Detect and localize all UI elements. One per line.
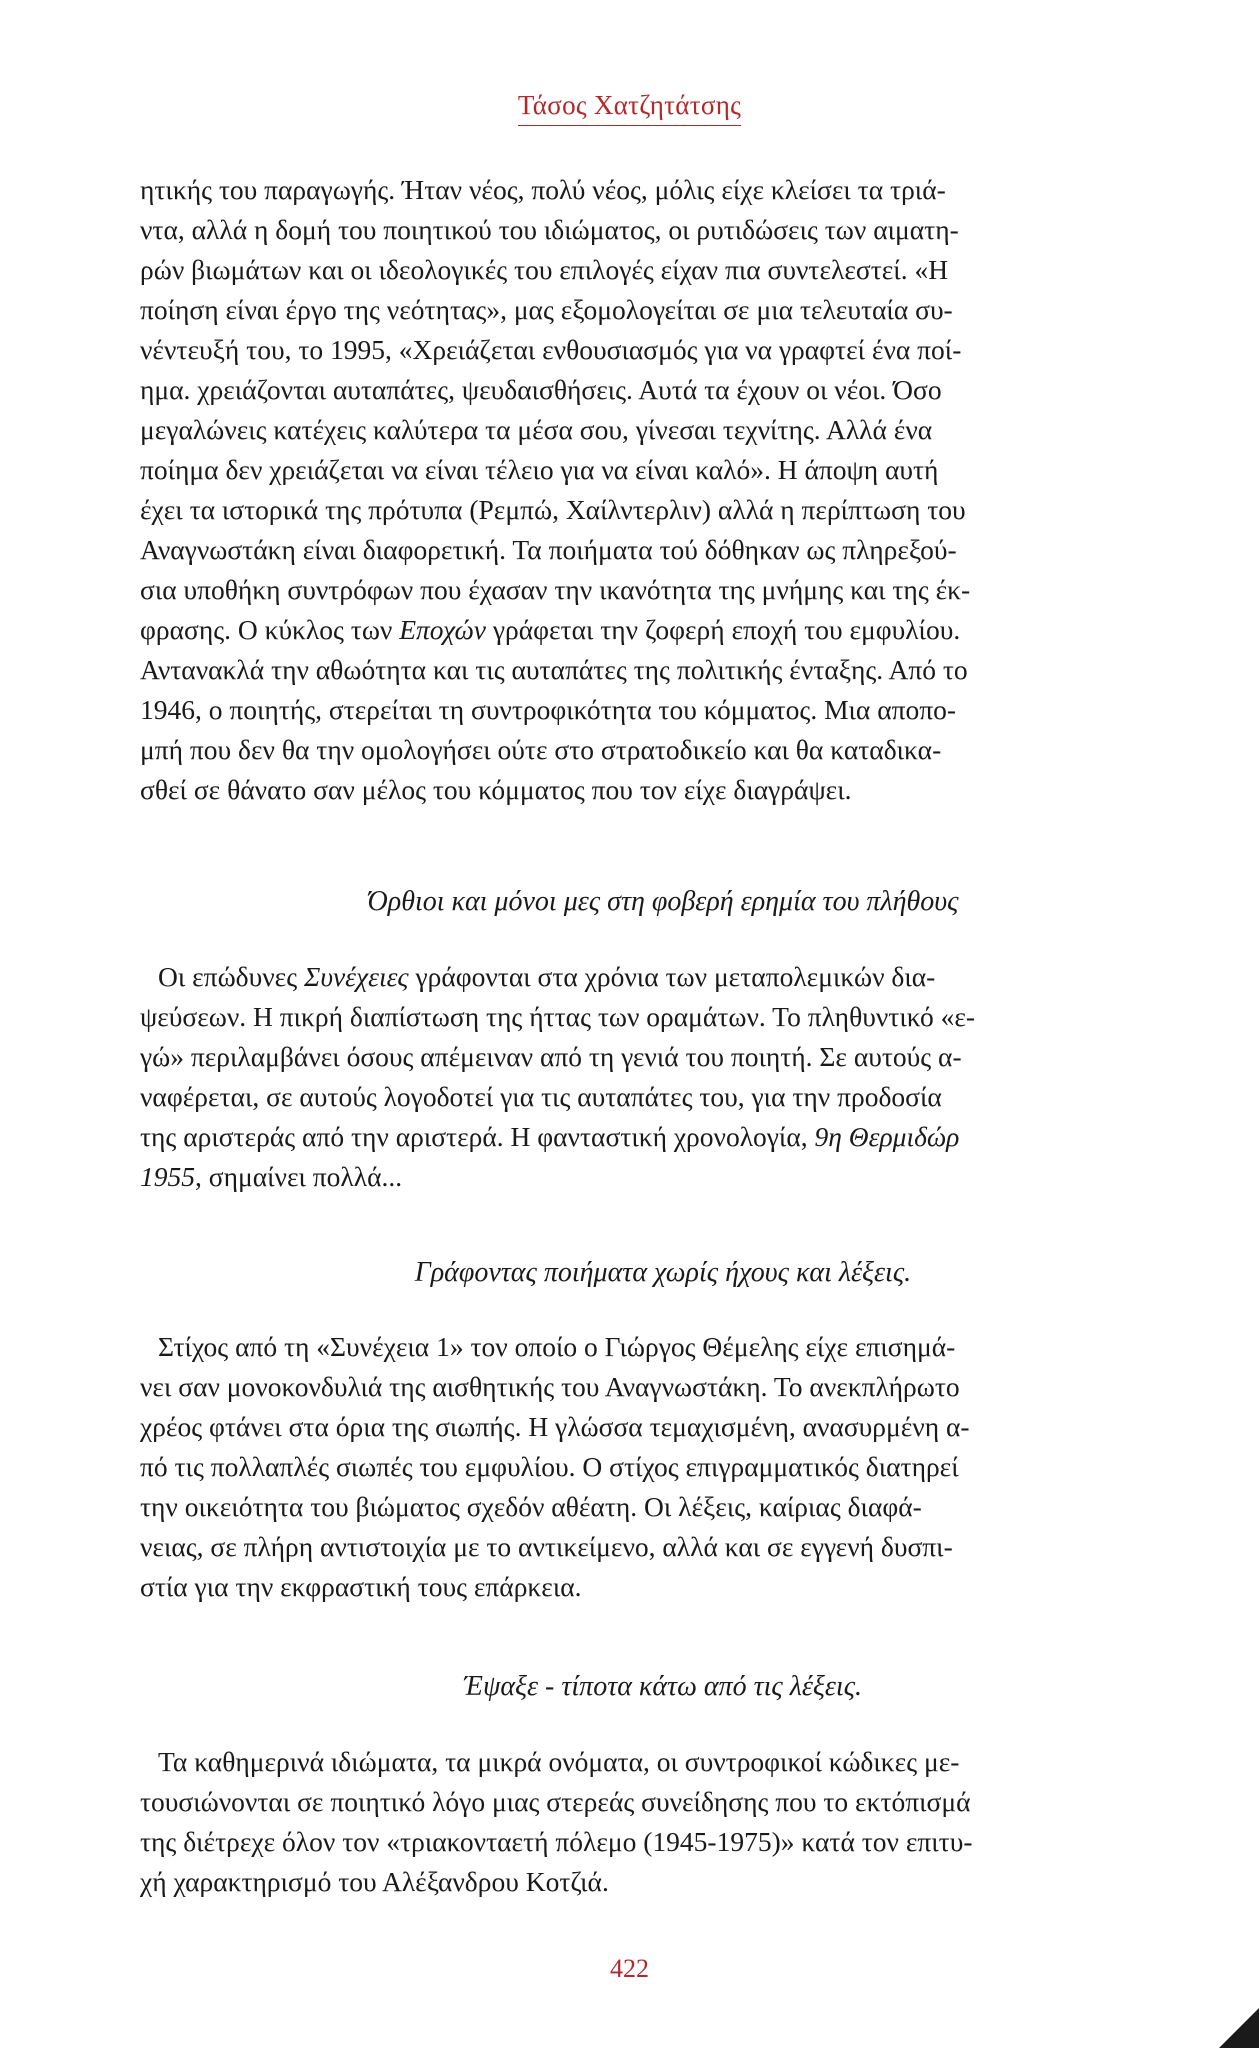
paragraph-3 [140, 1327, 1186, 1607]
text-line [140, 610, 1186, 650]
text-line: Τα καθημερινά ιδιώματα, τα μικρά ονόματα, οι συντροφικοί κώδικες με- [158, 1746, 960, 1777]
italic-title: 9η Θερμιδώρ [814, 1121, 960, 1152]
text-line: νει σαν μονοκονδυλιά της αισθητικής του Αναγνωστάκη. Το ανεκπλήρωτο [140, 1371, 960, 1402]
paragraph-1 [140, 170, 1186, 810]
text-line: τουσιώνονται σε ποιητικό λόγο μιας στερεάς συνείδησης που το εκτόπισμά [140, 1786, 971, 1817]
text-line [140, 1117, 1186, 1157]
page-corner-mark [1219, 2008, 1259, 2048]
text-line: σθεί σε θάνατο σαν μέλος του κόμματος που τον είχε διαγράψει. [140, 774, 852, 805]
text-line: την οικειότητα του βιώματος σχεδόν αθέατη. Οι λέξεις, καίριας διαφά- [140, 1491, 922, 1522]
text-span: Οι επώδυνες [158, 961, 304, 992]
text-line: Αναγνωστάκη είναι διαφορετική. Τα ποιήματα τού δόθηκαν ως πληρεξού- [140, 534, 957, 565]
running-header [0, 90, 1259, 126]
text-line: έχει τα ιστορικά της πρότυπα (Ρεμπώ, Χαίλντερλιν) αλλά η περίπτωση του [140, 494, 966, 525]
italic-title: Συνέχειες [304, 961, 409, 992]
text-line: ητικής του παραγωγής. Ήταν νέος, πολύ νέος, μόλις είχε κλείσει τα τριά- [140, 174, 946, 205]
text-span: γράφονται στα χρόνια των μεταπολεμικών δια- [408, 961, 936, 992]
italic-title: Εποχών [399, 614, 486, 645]
text-line [140, 1157, 1186, 1197]
text-line: χή χαρακτηρισμό του Αλέξανδρου Κοτζιά. [140, 1866, 609, 1897]
text-line: νειας, σε πλήρη αντιστοιχία με το αντικείμενο, αλλά και σε εγγενή δυσπι- [140, 1531, 953, 1562]
text-span: γράφεται την ζοφερή εποχή του εμφυλίου. [485, 614, 961, 645]
text-line: μεγαλώνεις κατέχεις καλύτερα τα μέσα σου, γίνεσαι τεχνίτης. Αλλά ένα [140, 414, 933, 445]
text-span: φρασης. Ο κύκλος των [140, 614, 400, 645]
paragraph-4 [140, 1742, 1186, 1902]
verse-quote-1: Όρθιοι και μόνοι μες στη φοβερή ερημία του πλήθους [367, 886, 959, 917]
page-number: 422 [610, 1954, 649, 1983]
text-line: ψεύσεων. Η πικρή διαπίστωση της ήττας των οραμάτων. Το πληθυντικό «ε- [140, 1001, 976, 1032]
text-line: ημα. χρειάζονται αυταπάτες, ψευδαισθήσεις. Αυτά τα έχουν οι νέοι. Όσο [140, 374, 942, 405]
running-title: Τάσος Χατζητάτσης [518, 90, 741, 126]
text-line: πό τις πολλαπλές σιωπές του εμφυλίου. Ο στίχος επιγραμματικός διατηρεί [140, 1451, 959, 1482]
text-line: ντα, αλλά η δομή του ποιητικού του ιδιώματος, οι ρυτιδώσεις των αιματη- [140, 214, 959, 245]
text-line: ποίημα δεν χρειάζεται να είναι τέλειο για να είναι καλό». Η άποψη αυτή [140, 454, 939, 485]
text-line: σια υποθήκη συντρόφων που έχασαν την ικανότητα της μνήμης και της έκ- [140, 574, 971, 605]
text-line: Στίχος από τη «Συνέχεια 1» τον οποίο ο Γιώργος Θέμελης είχε επισημά- [158, 1331, 956, 1362]
text-line: ρών βιωμάτων και οι ιδεολογικές του επιλογές είχαν πια συντελεστεί. «Η [140, 254, 949, 285]
text-line: μπή που δεν θα την ομολογήσει ούτε στο στρατοδικείο και θα καταδικα- [140, 734, 942, 765]
text-line: 1946, ο ποιητής, στερείται τη συντροφικότητα του κόμματος. Μια αποπο- [140, 694, 957, 725]
text-line: ναφέρεται, σε αυτούς λογοδοτεί για τις αυταπάτες του, για την προδοσία [140, 1081, 942, 1112]
verse-quote-2: Γράφοντας ποιήματα χωρίς ήχους και λέξεις. [414, 1257, 912, 1288]
text-line: στία για την εκφραστική τους επάρκεια. [140, 1571, 582, 1602]
text-line [140, 957, 1186, 997]
verse-quote-3: Έψαξε - τίποτα κάτω από τις λέξεις. [463, 1671, 863, 1702]
text-line: χρέος φτάνει στα όρια της σιωπής. Η γλώσσα τεμαχισμένη, ανασυρμένη α- [140, 1411, 970, 1442]
text-line: γώ» περιλαμβάνει όσους απέμειναν από τη γενιά του ποιητή. Σε αυτούς α- [140, 1041, 962, 1072]
italic-title: 1955 [140, 1161, 195, 1192]
text-line: της διέτρεχε όλον τον «τριακονταετή πόλεμο (1945-1975)» κατά τον επιτυ- [140, 1826, 973, 1857]
text-line: νέντευξή του, το 1995, «Χρειάζεται ενθουσιασμός για να γραφτεί ένα ποί- [140, 334, 962, 365]
text-line: Αντανακλά την αθωότητα και τις αυταπάτες της πολιτικής ένταξης. Από το [140, 654, 968, 685]
text-span: , σημαίνει πολλά... [195, 1161, 403, 1192]
text-span: της αριστεράς από την αριστερά. Η φανταστική χρονολογία, [140, 1121, 815, 1152]
paragraph-2 [140, 957, 1186, 1197]
text-line: ποίηση είναι έργο της νεότητας», μας εξομολογείται σε μια τελευταία συ- [140, 294, 953, 325]
